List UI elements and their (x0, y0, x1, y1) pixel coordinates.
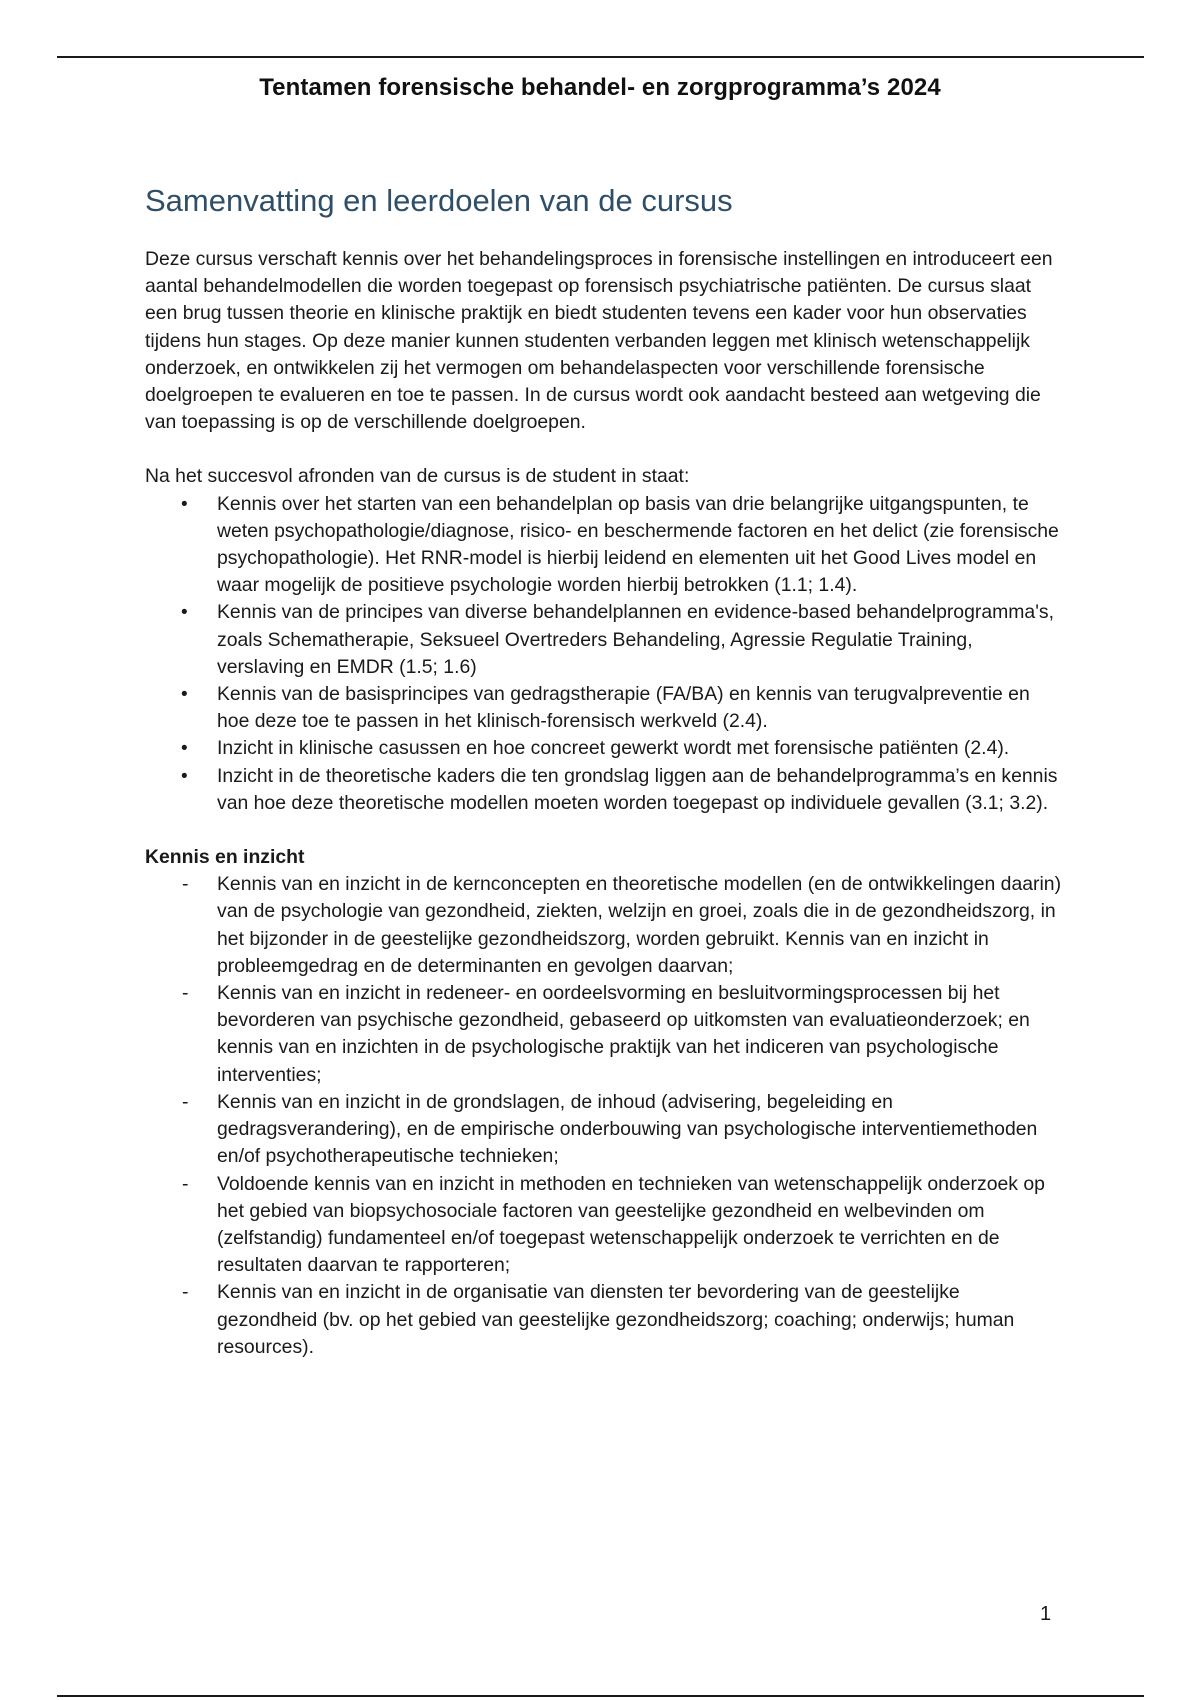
list-item-text: Kennis van de basisprincipes van gedragstherapie (FA/BA) en kennis van terugvalpreventie en hoe deze toe te passen in het klinisch-forensisch werkveld (2.4). (217, 683, 1030, 733)
list-item (145, 763, 1065, 817)
intro-paragraph: Deze cursus verschaft kennis over het behandelingsproces in forensische instellingen en introduceert een aantal behandelmodellen die worden toegepast op forensisch psychiatrische patiënten. De cursus slaat een brug tussen theorie en klinische praktijk en biedt studenten tevens een kader voor hun observaties tijdens hun stages. Op deze manier kunnen studenten verbanden leggen met klinisch wetenschappelijk onderzoek, en ontwikkelen zij het vermogen om behandelaspecten voor verschillende forensische doelgroepen te evalueren en toe te passen. In de cursus wordt ook aandacht besteed aan wetgeving die van toepassing is op de verschillende doelgroepen. (145, 248, 1053, 434)
page-number: 1 (1040, 1603, 1052, 1625)
list-item (145, 735, 1065, 762)
dash-marker: - (182, 1090, 189, 1113)
lead-sentence: Na het succesvol afronden van de cursus is de student in staat: (145, 465, 690, 488)
dash-marker: - (182, 873, 189, 896)
list-item (145, 980, 1065, 1089)
list-item (145, 599, 1065, 681)
list-item-text: Inzicht in de theoretische kaders die ten grondslag liggen aan de behandelprogramma’s en kennis van hoe deze theoretische modellen moeten worden toegepast op individuele gevallen (3.1; 3.2). (217, 764, 1058, 814)
list-item-text: Kennis van en inzicht in redeneer- en oordeelsvorming en besluitvormingsprocessen bij het bevorderen van psychische gezondheid, gebaseerd op uitkomsten van evaluatieonderzoek; en kennis van en inzichten in de psychologische praktijk van het indiceren van psychologische interventies; (217, 982, 1030, 1086)
list-item-text: Kennis van en inzicht in de grondslagen, de inhoud (advisering, begeleiding en gedragsverandering), en de empirische onderbouwing van psychologische interventiemethoden en/of psychotherapeutische technieken; (217, 1090, 1038, 1168)
list-item-text: Kennis over het starten van een behandelplan op basis van drie belangrijke uitgangspunten, te weten psychopathologie/diagnose, risico- en beschermende factoren en het delict (zie forensische psychopathologie). Het RNR-model is hierbij leidend en elementen uit het Good Lives model en waar mogelijk de positieve psychologie worden hierbij betrokken (1.1; 1.4). (217, 492, 1059, 597)
list-item (145, 491, 1065, 600)
knowledge-list (145, 871, 1065, 1361)
bullet-marker: • (181, 493, 188, 515)
bullet-marker: • (181, 684, 188, 706)
subheading-kennis-en-inzicht: Kennis en inzicht (145, 846, 305, 869)
list-item (145, 1279, 1065, 1361)
list-item-text: Kennis van de principes van diverse behandelplannen en evidence-based behandelprogramma's, zoals Schematherapie, Seksueel Overtreders Behandeling, Agressie Regulatie Training, verslaving en EMDR (1.5; 1.6) (217, 601, 1054, 678)
section-heading: Samenvatting en leerdoelen van de cursus (145, 183, 733, 218)
list-item-text: Voldoende kennis van en inzicht in methoden en technieken van wetenschappelijk onderzoek op het gebied van biopsychosociale factoren van geestelijke gezondheid en welbevinden om (zelfstandig) fundamenteel en/of toegepast wetenschappelijk onderzoek te verrichten en de resultaten daarvan te rapporteren; (217, 1172, 1045, 1277)
bullet-marker: • (181, 765, 188, 787)
page-content (145, 183, 1065, 1361)
list-item-text: Kennis van en inzicht in de organisatie van diensten ter bevordering van de geestelijke gezondheid (bv. op het gebied van geestelijke gezondheidszorg; coaching; onderwijs; human resources). (217, 1281, 1015, 1358)
top-rule (57, 56, 1144, 58)
dash-marker: - (182, 1172, 189, 1195)
list-item (145, 871, 1065, 980)
list-item (145, 1171, 1065, 1280)
list-item (145, 681, 1065, 735)
list-item (145, 1089, 1065, 1171)
learning-goals-list (145, 491, 1065, 817)
dash-marker: - (182, 1281, 189, 1304)
list-item-text: Inzicht in klinische casussen en hoe concreet gewerkt wordt met forensische patiënten (2.4). (217, 737, 1010, 760)
document-title: Tentamen forensische behandel- en zorgprogramma’s 2024 (259, 74, 941, 101)
bullet-marker: • (181, 738, 188, 760)
bottom-rule (57, 1695, 1144, 1697)
dash-marker: - (182, 982, 189, 1005)
bullet-marker: • (181, 602, 188, 624)
list-item-text: Kennis van en inzicht in de kernconcepten en theoretische modellen (en de ontwikkelingen daarin) van de psychologie van gezondheid, ziekten, welzijn en groei, zoals die in de gezondheidszorg, in het bijzonder in de geestelijke gezondheidszorg, worden gebruikt. Kennis van en inzicht in probleemgedrag en de determinanten en gevolgen daarvan; (217, 873, 1062, 977)
